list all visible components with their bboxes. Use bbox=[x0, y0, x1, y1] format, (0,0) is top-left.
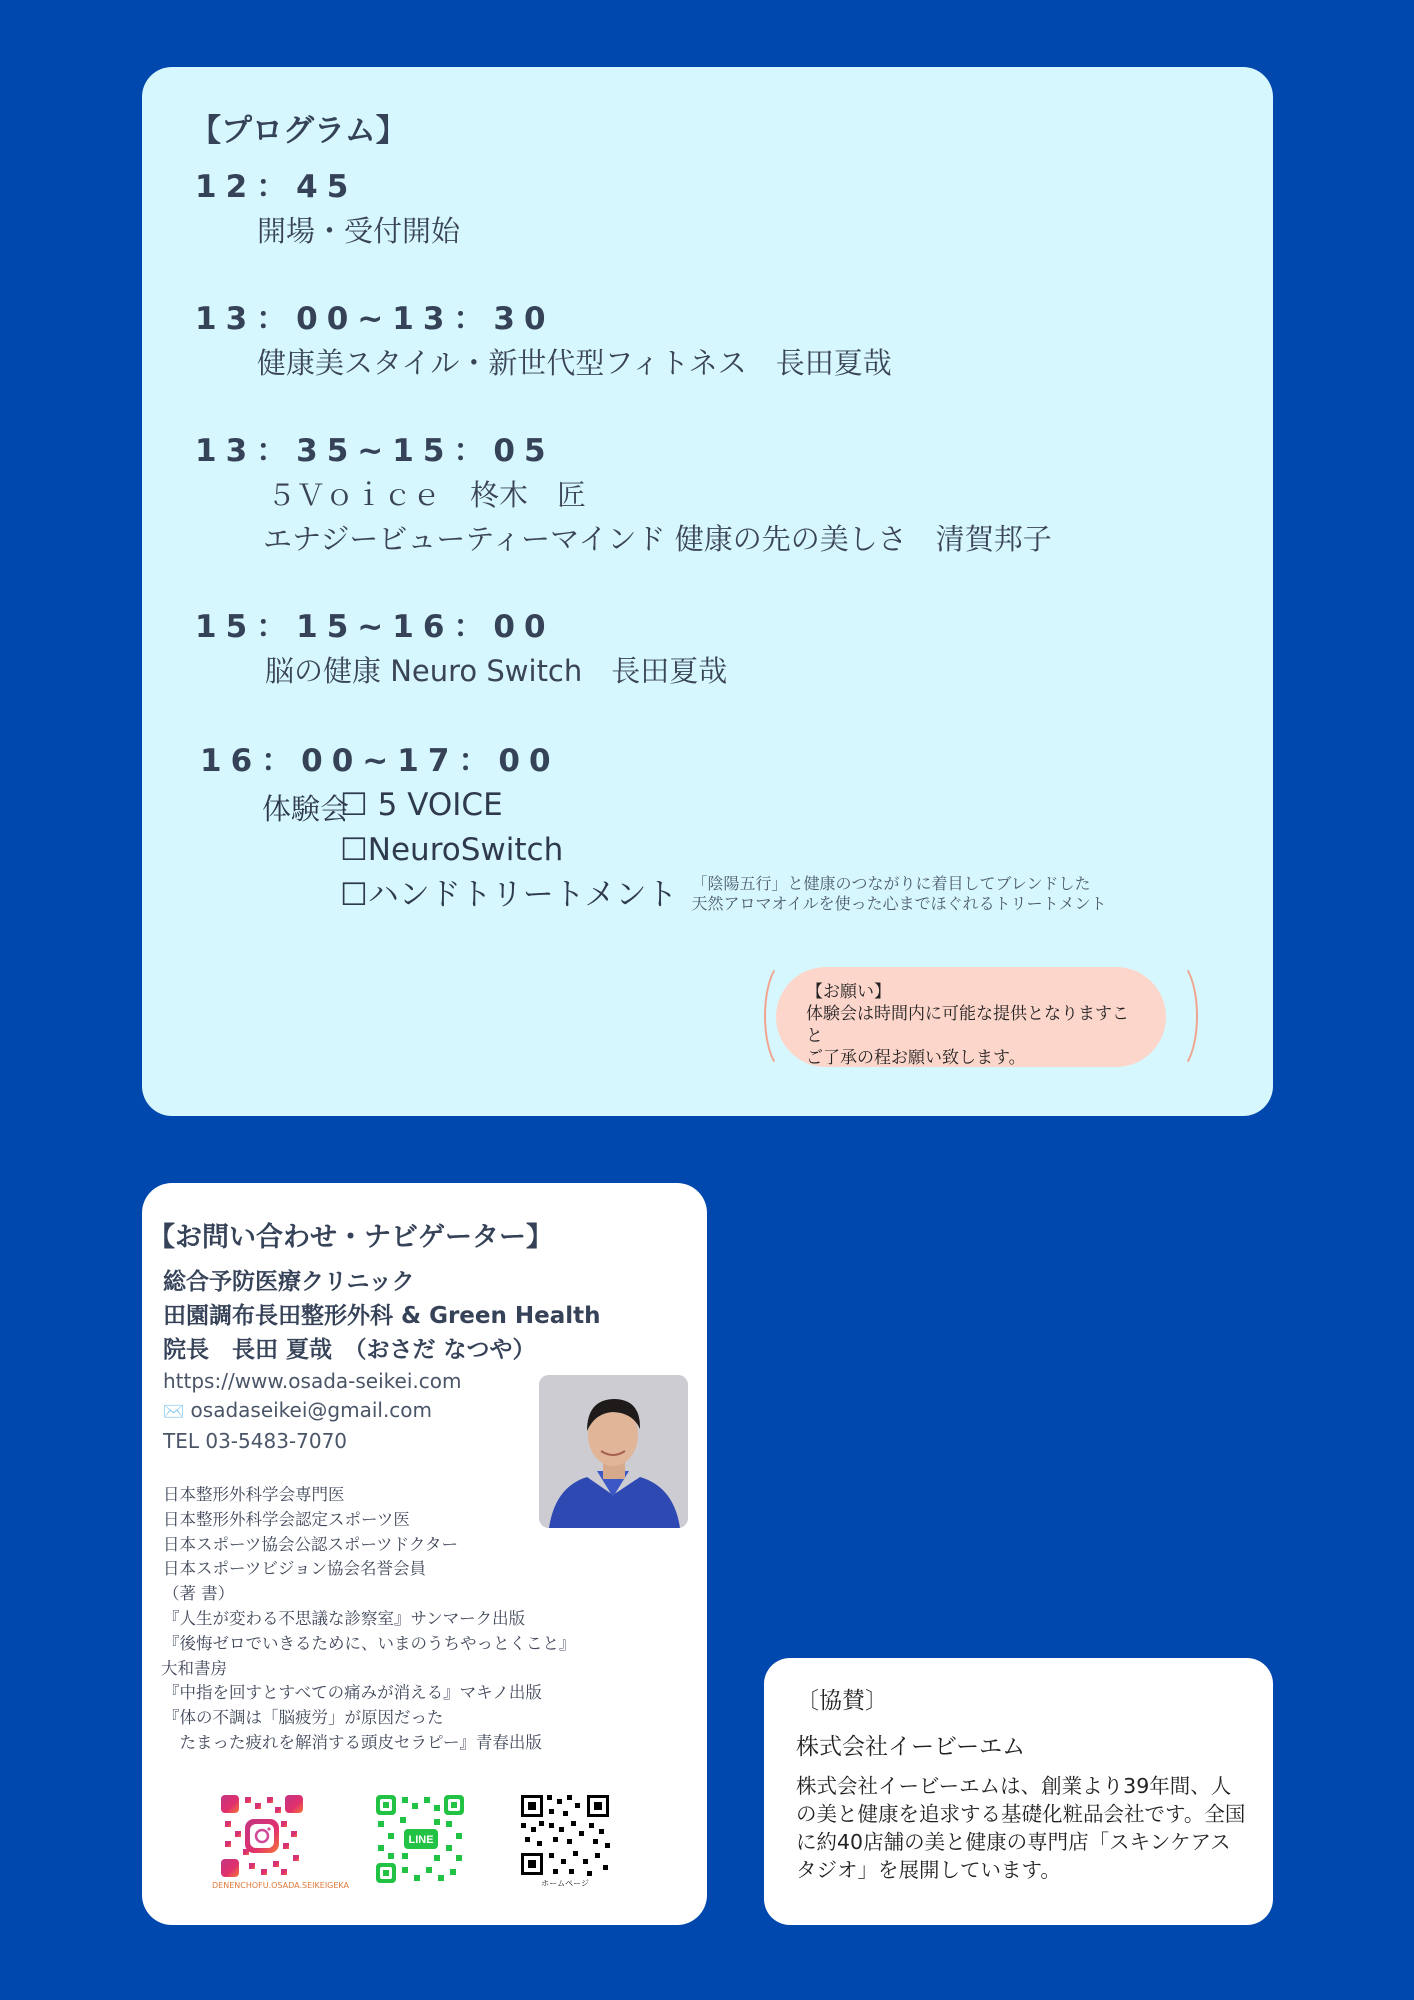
instagram-caption: DENENCHOFU.OSADA.SEIKEIGEKA bbox=[212, 1881, 350, 1890]
program-item: 開場・受付開始 bbox=[257, 214, 461, 248]
line-qr-code bbox=[374, 1793, 466, 1885]
contact-panel bbox=[142, 1183, 707, 1925]
program-item: ５Ｖｏｉｃｅ 柊木 匠 bbox=[267, 478, 587, 512]
book-line: 『体の不調は「脳疲労」が原因だった bbox=[163, 1708, 444, 1728]
clinic-subname: 田園調布長田整形外科 & Green Health bbox=[163, 1303, 601, 1329]
request-line: ご了承の程お願い致します。 bbox=[806, 1048, 1026, 1068]
credential-line: 日本スポーツビジョン協会名誉会員 bbox=[163, 1559, 427, 1579]
clinic-info bbox=[163, 1265, 601, 1367]
envelope-icon: ✉️ bbox=[163, 1402, 185, 1422]
program-block bbox=[200, 739, 1107, 918]
experience-option-neuroswitch: ☐NeuroSwitch bbox=[340, 832, 564, 868]
program-title: 【プログラム】 bbox=[190, 113, 407, 149]
program-block bbox=[195, 605, 727, 693]
website-link[interactable]: https://www.osada-seikei.com bbox=[163, 1369, 462, 1393]
request-heading: 【お願い】 bbox=[806, 982, 891, 1002]
book-line: たまった疲れを解消する頭皮セラピー』青春出版 bbox=[163, 1732, 542, 1752]
credentials-list bbox=[163, 1483, 576, 1756]
credential-line: （著 書） bbox=[163, 1584, 235, 1604]
homepage-qr[interactable] bbox=[519, 1793, 611, 1889]
experience-option-hand-treatment: ☐ハンドトリートメント bbox=[340, 877, 678, 913]
experience-row bbox=[200, 783, 1107, 828]
program-block bbox=[195, 297, 892, 385]
program-time: 12：45 bbox=[195, 169, 358, 205]
contact-details bbox=[163, 1367, 461, 1456]
email-row[interactable] bbox=[163, 1396, 461, 1427]
program-item: 脳の健康 Neuro Switch 長田夏哉 bbox=[265, 654, 728, 688]
request-line: 体験会は時間内に可能な提供となりますこと bbox=[806, 1004, 1129, 1046]
book-line: 『人生が変わる不思議な診察室』サンマーク出版 bbox=[163, 1608, 526, 1628]
decorative-bracket-right bbox=[1154, 960, 1198, 1072]
sponsor-company: 株式会社イービーエム bbox=[796, 1734, 1026, 1760]
sponsor-description: 株式会社イービーエムは、創業より39年間、人の美と健康を追求する基礎化粧品会社です。全国に約40店舗の美と健康の専門店「スキンケアスタジオ」を展開しています。 bbox=[796, 1774, 1246, 1882]
instagram-qr-code bbox=[219, 1793, 305, 1879]
sponsor-title: 〔協賛〕 bbox=[796, 1688, 888, 1714]
experience-option-5voice: ☐ 5 VOICE bbox=[340, 787, 503, 823]
phone-number: TEL 03-5483-7070 bbox=[163, 1429, 348, 1453]
program-block bbox=[195, 165, 460, 253]
request-notice bbox=[776, 967, 1166, 1067]
instagram-qr[interactable] bbox=[212, 1793, 350, 1890]
credential-line: 日本整形外科学会認定スポーツ医 bbox=[163, 1509, 410, 1529]
program-panel bbox=[142, 67, 1273, 1116]
email-link[interactable]: osadaseikei@gmail.com bbox=[190, 1398, 433, 1422]
credential-line: 日本整形外科学会専門医 bbox=[163, 1485, 345, 1504]
program-item: 健康美スタイル・新世代型フィトネス 長田夏哉 bbox=[257, 346, 892, 380]
program-block bbox=[195, 429, 1052, 561]
director-name: 院長 長田 夏哉 （おさだ なつや） bbox=[163, 1337, 536, 1363]
contact-title: 【お問い合わせ・ナビゲーター】 bbox=[148, 1222, 553, 1253]
book-line: 『中指を回すとすべての痛みが消える』マキノ出版 bbox=[163, 1683, 542, 1703]
credential-line: 日本スポーツ協会公認スポーツドクター bbox=[163, 1534, 459, 1554]
sponsor-panel bbox=[764, 1658, 1273, 1925]
homepage-caption: ホームページ bbox=[541, 1879, 589, 1888]
experience-row bbox=[200, 828, 1107, 873]
book-line: 大和書房 bbox=[161, 1658, 227, 1678]
program-time: 13：00~13：30 bbox=[195, 301, 555, 337]
experience-label: 体験会 bbox=[262, 792, 350, 826]
line-qr[interactable] bbox=[374, 1793, 466, 1885]
program-time: 13：35~15：05 bbox=[195, 433, 555, 469]
hand-treatment-note: 「陰陽五行」と健康のつながりに着目してブレンドした 天然アロマオイルを使った心までほぐれるトリートメント bbox=[691, 874, 1107, 913]
experience-row bbox=[200, 873, 1107, 918]
program-item: エナジービューティーマインド 健康の先の美しさ 清賀邦子 bbox=[263, 522, 1052, 556]
program-time: 16：00~17：00 bbox=[200, 743, 560, 779]
clinic-name: 総合予防医療クリニック bbox=[163, 1269, 415, 1295]
line-qr-label: LINE bbox=[408, 1834, 434, 1846]
book-line: 『後悔ゼロでいきるために、いまのうちやっとくこと』 bbox=[163, 1633, 576, 1653]
program-time: 15：15~16：00 bbox=[195, 609, 555, 645]
homepage-qr-code bbox=[519, 1793, 611, 1877]
